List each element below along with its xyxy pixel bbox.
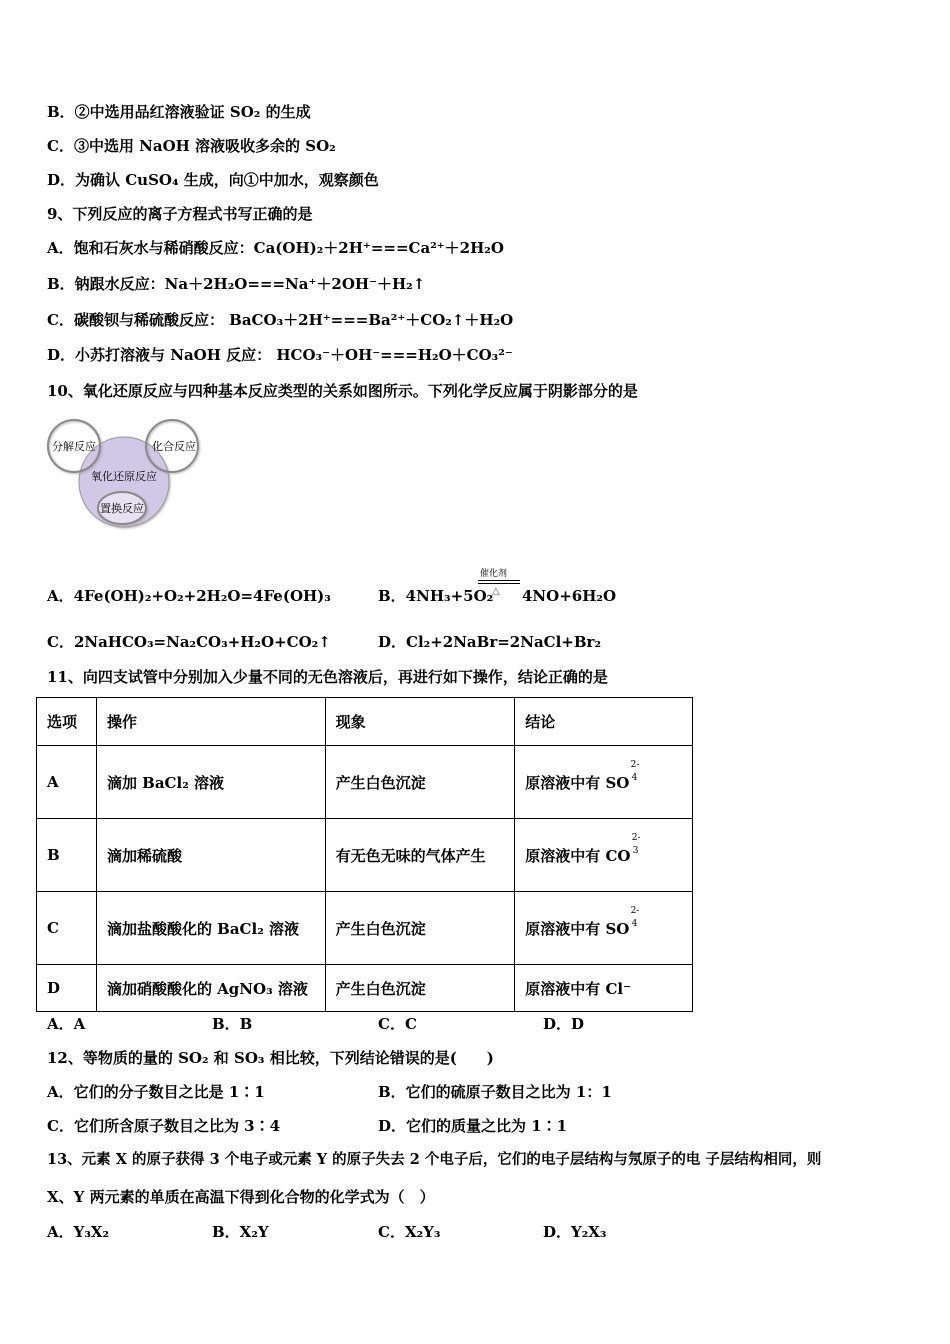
q12-stem: 12、等物质的量的 SO₂ 和 SO₃ 相比较，下列结论错误的是( ) — [47, 1049, 494, 1067]
observation-cell: 产生白色沉淀 — [325, 965, 515, 1012]
table-row — [37, 746, 693, 819]
q11-answer-a: A．A — [47, 1015, 86, 1033]
q13-option-a: A．Y₃X₂ — [47, 1223, 110, 1241]
q9-option-c: C．碳酸钡与稀硫酸反应： BaCO₃＋2H⁺===Ba²⁺＋CO₂↑＋H₂O — [47, 311, 514, 329]
q12-option-c: C．它们所含原子数目之比为 3∶4 — [47, 1117, 281, 1135]
observation-cell: 产生白色沉淀 — [325, 892, 515, 965]
condition-bar — [478, 583, 520, 584]
operation-cell: 滴加盐酸酸化的 BaCl₂ 溶液 — [96, 892, 325, 965]
conclusion-ion — [525, 905, 640, 938]
conclusion-text: 原溶液中有 CO — [525, 846, 631, 865]
heat-symbol: △ — [492, 586, 500, 597]
q11-table — [36, 697, 693, 1012]
ion-charge: 2- — [630, 759, 640, 770]
option-cell: A — [37, 746, 97, 819]
catalyst-label: 催化剂 — [480, 569, 508, 579]
header-cell: 操作 — [96, 698, 325, 746]
q13-option-c: C．X₂Y₃ — [378, 1223, 441, 1241]
q13-stem-line2: X、Y 两元素的单质在高温下得到化合物的化学式为（ ） — [47, 1188, 435, 1206]
catalyst-condition — [470, 566, 526, 602]
q8-option-d: D．为确认 CuSO₄ 生成，向①中加水，观察颜色 — [47, 171, 379, 189]
observation-cell: 有无色无味的气体产生 — [325, 819, 515, 892]
displacement-label: 置换反应 — [100, 503, 144, 515]
q10-option-b-right: 4NO+6H₂O — [522, 587, 617, 605]
option-cell: C — [37, 892, 97, 965]
option-cell: D — [37, 965, 97, 1012]
ion-charge: 2- — [631, 832, 641, 843]
operation-cell: 滴加稀硫酸 — [96, 819, 325, 892]
q11-answer-b: B．B — [212, 1015, 253, 1033]
conclusion-ion — [525, 832, 641, 865]
q12-option-b: B．它们的硫原子数目之比为 1：1 — [378, 1083, 612, 1101]
table-row — [37, 892, 693, 965]
q8-option-c: C．③中选用 NaOH 溶液吸收多余的 SO₂ — [47, 137, 336, 155]
q12-option-d: D．它们的质量之比为 1∶1 — [378, 1117, 568, 1135]
q9-option-b: B．钠跟水反应：Na＋2H₂O===Na⁺＋2OH⁻＋H₂↑ — [47, 275, 426, 293]
header-cell: 选项 — [37, 698, 97, 746]
condition-bar — [478, 580, 520, 581]
q10-option-a: A．4Fe(OH)₂+O₂+2H₂O=4Fe(OH)₃ — [47, 587, 331, 605]
q11-stem: 11、向四支试管中分别加入少量不同的无色溶液后，再进行如下操作，结论正确的是 — [47, 668, 608, 686]
q9-option-a: A．饱和石灰水与稀硝酸反应：Ca(OH)₂＋2H⁺===Ca²⁺＋2H₂O — [47, 239, 504, 257]
q11-answer-c: C．C — [378, 1015, 417, 1033]
conclusion-cell — [515, 819, 693, 892]
table-row — [37, 965, 693, 1012]
q13-stem-line1: 13、元素 X 的原子获得 3 个电子或元素 Y 的原子失去 2 个电子后，它们的电子层结构与氖原子的电 子层结构相同，则 — [47, 1151, 822, 1168]
q13-option-d: D．Y₂X₃ — [543, 1223, 607, 1241]
q10-option-d: D．Cl₂+2NaBr=2NaCl+Br₂ — [378, 633, 602, 651]
table-row — [37, 819, 693, 892]
q9-option-d: D．小苏打溶液与 NaOH 反应： HCO₃⁻＋OH⁻===H₂O＋CO₃²⁻ — [47, 346, 513, 364]
q8-option-b: B．②中选用品红溶液验证 SO₂ 的生成 — [47, 103, 311, 121]
redox-label: 氧化还原反应 — [91, 471, 157, 483]
reaction-venn-diagram — [44, 412, 214, 542]
q10-stem: 10、氧化还原反应与四种基本反应类型的关系如图所示。下列化学反应属于阴影部分的是 — [47, 382, 638, 400]
combination-label: 化合反应 — [152, 441, 196, 453]
table-header-row — [37, 698, 693, 746]
q9-stem: 9、下列反应的离子方程式书写正确的是 — [47, 205, 313, 223]
option-cell: B — [37, 819, 97, 892]
conclusion-cell — [515, 892, 693, 965]
q10-option-c: C．2NaHCO₃=Na₂CO₃+H₂O+CO₂↑ — [47, 633, 331, 651]
decomposition-label: 分解反应 — [52, 441, 96, 453]
ion-subscript: 4 — [631, 918, 638, 929]
ion-charge: 2- — [630, 905, 640, 916]
ion-subscript: 3 — [632, 845, 639, 856]
operation-cell: 滴加硝酸酸化的 AgNO₃ 溶液 — [96, 965, 325, 1012]
conclusion-text: 原溶液中有 SO — [525, 773, 630, 792]
conclusion-cell — [515, 746, 693, 819]
header-cell: 现象 — [325, 698, 515, 746]
conclusion-text: 原溶液中有 SO — [525, 919, 630, 938]
ion-subscript: 4 — [631, 772, 638, 783]
q10-option-b-left: B．4NH₃+5O₂ — [378, 587, 494, 605]
conclusion-cell: 原溶液中有 Cl⁻ — [515, 965, 693, 1012]
observation-cell: 产生白色沉淀 — [325, 746, 515, 819]
conclusion-ion — [525, 759, 640, 792]
operation-cell: 滴加 BaCl₂ 溶液 — [96, 746, 325, 819]
q13-option-b: B．X₂Y — [212, 1223, 269, 1241]
q12-option-a: A．它们的分子数目之比是 1∶1 — [47, 1083, 265, 1101]
header-cell: 结论 — [515, 698, 693, 746]
q11-answer-d: D．D — [543, 1015, 585, 1033]
